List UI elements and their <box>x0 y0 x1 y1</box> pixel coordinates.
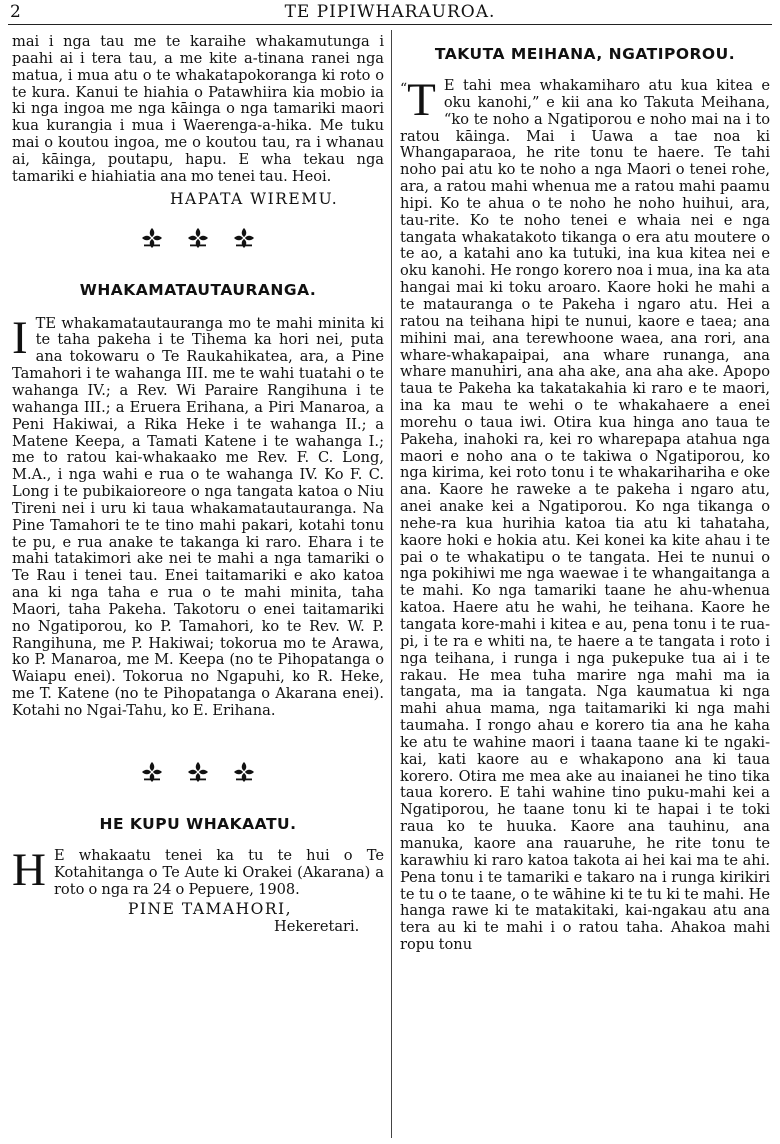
running-title: TE PIPIWHARAUROA. <box>284 2 496 22</box>
signature-pine-tamahori: PINE TAMAHORI, <box>128 900 293 919</box>
article-title-he-kupu-whakaatu: HE KUPU WHAKAATU. <box>99 814 297 833</box>
ornament-row-1 <box>12 226 384 250</box>
page-number: 2 <box>10 2 21 22</box>
right-column <box>400 44 770 954</box>
leaf-ornament-icon <box>140 226 164 250</box>
column-divider <box>391 30 392 1138</box>
ornament-row-2 <box>12 760 384 784</box>
leaf-ornament-icon <box>232 226 256 250</box>
signature-hapata-wiremu: HAPATA WIREMU. <box>170 189 339 208</box>
leaf-ornament-icon <box>186 226 210 250</box>
leaf-ornament-icon <box>232 760 256 784</box>
article-body-takuta-meihana: E tahi mea whakamiharo atu kua kitea e oku kanohi,” e kii ana ko Takuta Meihana, “ko te noho a Ngatiporou e noho mai na i to ratou kāinga. Mai i Uawa a tae noa ki Whangaparaoa, he rite tonu te haere. Te tahi noho pai atu ko te noho a nga Maori o tenei rohe, ara, a ratou mahi whenua me a ratou mahi paamu hipi. Ko te ahua o te noho he noho huihui, ara, tau-rite. Ko te noho tenei e whaia nei e nga tangata whakatakoto tikanga o era atu moutere o te ao, a katahi ano ka tutuki, ina kua kitea nei e oku kanohi. He rongo korero noa i mua, ina ka ata hangai mai ki toku aroaro. Kaore hoki he mahi a te matauranga o te Pakeha i ngaro atu. Hei a ratou na teihana hipi te nunui, kaore e taea; ana mihini mai, ana terewhoone waea, ana rori, ana whare-whakapaipai, ana whare runanga, ana whare manuhiri, ana aha ake, ana aha ake. Apopo taua te Pakeha ka takatakahia ki raro e te maori, ina ka mau te wehi o te whakahaere a enei morehu o taua iwi. Otira kua hinga ano taua te Pakeha, inahoki ra, kei ro wharepapa atahua nga maori e noho ana o te takiwa o Ngatiporou, ko nga kirima, kei roto tonu i te whakarihariha e oke ana. Kaore he raweke a te pakeha i ngaro atu, anei anake kei a Ngatiporou. Ko nga tikanga o nehe-ra kua hurihia katoa tia atu ki tahataha, kaore hoki e hokia atu. Kei konei ka kite ahau i te pai o te whakatipu o te tangata. Hei te nunui o nga pokihiwi me nga waewae i te whangaitanga a te mahi. Ko nga tamariki taane he ahu-whenua katoa. Haere atu he wahi, he teihana. Kaore he tangata kore-mahi i kitea e au, pena tonu i te rua-pi, i te ra e whiti na, te haere a te tangata i roto i nga teihana, i runga i nga pukepuke tua ai i te rakau. He mea tuha marire nga mahi ma ia tangata, ma ia tangata. Nga kaumatua ki nga mahi ahua mama, nga taitamariki ki nga mahi taumaha. I rongo ahau e korero tia ana he kaha ke atu te wahine maori i taana taane ki te ngaki-kai, kati kaore au e whakapono ana ki taua korero. Otira me mea ake au inaianei he tino tika taua korero. E tahi wahine tino puku-mahi kei a Ngatiporou, he taane tonu ki te hapai i te toki raua ko te huuka. Kaore ana tauhinu, ana manuka, kaore ana rauaruhe, he rite tonu te karawhiu ki raro katoa takota ai hei kai ma te ahi. Pena tonu i te tamariki e takaro na i runga kirikiri te tu o te taane, o te wāhine ki te tu ki te mahi. He hanga rawe ki te matakitaki, kai-ngakau atu ana tera au ki te mahi i o ratou taha. Ahakoa mahi ropu tonu <box>400 77 770 954</box>
article-body-he-kupu-whakaatu: E whakaatu tenei ka tu te hui o Te Kotahitanga o Te Aute ki Orakei (Akarana) a roto o nga ra 24 o Pepuere, 1908. <box>53 846 384 898</box>
article-takuta-meihana <box>400 74 770 954</box>
opening-quote: “ <box>400 81 408 97</box>
article-title-whakamatautauranga: WHAKAMATAUTAURANGA. <box>79 280 317 299</box>
drop-cap-i: I <box>12 311 28 364</box>
article-whakamatautauranga <box>12 311 384 720</box>
article-title-takuta-meihana: TAKUTA MEIHANA, NGATIPOROU. <box>434 45 736 63</box>
leaf-ornament-icon <box>186 760 210 784</box>
leaf-ornament-icon <box>140 760 164 784</box>
article-he-kupu-whakaatu <box>12 843 384 899</box>
page-header <box>8 2 772 25</box>
intro-paragraph: mai i nga tau me te karaihe whakamutunga i paahi ai i tera tau, a me kite a-tinana ranei nga matua, i mua atu o te whakatapokoranga ki roto o te kura. Kanui te hiahia o Patawhiira kia mobio ia ki nga ingoa me nga kāinga o nga tamariki maori kua kurangia i mua i Waerenga-a-hika. Me tuku mai o koutou ingoa, me o koutou tau, ra i whanau ai, kāinga, poutapu, hapu. E wha tekau nga tamariki e hiahiatia ana mo tenei tau. Heoi. <box>12 33 384 185</box>
drop-cap-t: T <box>407 74 436 126</box>
left-column <box>12 34 384 935</box>
signature-role: Hekeretari. <box>274 918 360 936</box>
drop-cap-h: H <box>12 843 46 896</box>
article-body-whakamatautauranga: TE whakamatautauranga mo te mahi minita ki te taha pakeha i te Tihema ka hori nei, puta ana tokowaru o Te Raukahikatea, ara, a Pine Tamahori i te wahanga III. me te wahi tuatahi o te wahanga IV.; a Rev. Wi Paraire Rangihuna i te wahanga III.; a Eruera Erihana, a Piri Manaroa, a Peni Hakiwai, a Rika Heke i te wahanga II.; a Matene Keepa, a Tamati Katene i te wahanga I.; me to ratou kai-whakaako me Rev. F. C. Long, M.A., i nga wahi e rua o te wahanga IV. Ko F. C. Long i te pubikaioreore o nga tangata katoa o Niu Tireni nei i uru ki taua whakamatautauranga. Na Pine Tamahori te te tino mahi pakari, kotahi tonu te pu, e rua anake te takanga ki raro. Ehara i te mahi tatakimori ake nei te mahi a nga tamariki o Te Rau i tenei tau. Enei taitamariki e ako katoa ana ki nga taha e rua o te mahi minita, taha Maori, taha Pakeha. Takotoru o enei taitamariki no Ngatiporou, ko P. Tamahori, ko te Rev. W. P. Rangihuna, me P. Hakiwai; tokorua mo te Arawa, ko P. Manaroa, me M. Keepa (no te Pihopatanga o Waiapu enei). Tokorua no Ngapuhi, ko R. Heke, me T. Katene (no te Pihopatanga o Akarana enei). Kotahi no Ngai-Tahu, ko E. Erihana. <box>12 314 384 719</box>
